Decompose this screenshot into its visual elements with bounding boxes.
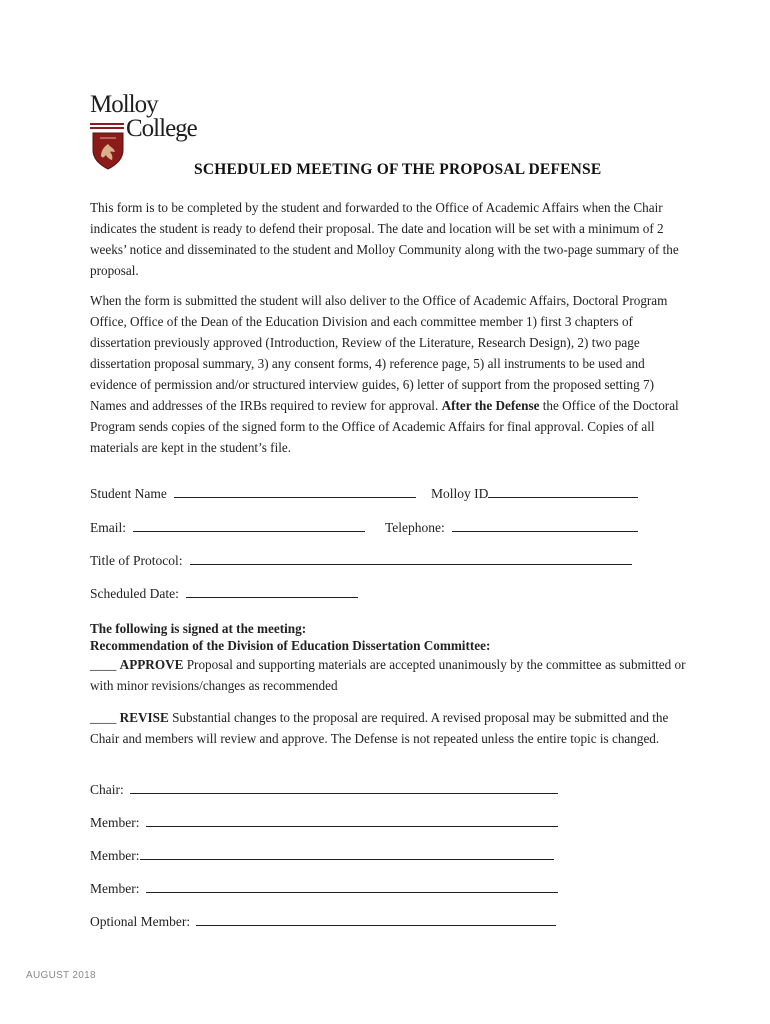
scheduled-date-field[interactable] xyxy=(90,585,358,602)
chair-label: Chair: xyxy=(90,782,124,797)
scheduled-date-label: Scheduled Date: xyxy=(90,586,179,601)
email-label: Email: xyxy=(90,520,126,535)
approve-label: APPROVE xyxy=(119,657,184,672)
approve-text: Proposal and supporting materials are accepted unanimously by the committee as submitted or with minor revisions/changes as recommended xyxy=(90,657,686,693)
logo-rules xyxy=(90,123,124,131)
member-2-signature-line[interactable] xyxy=(140,847,554,860)
member-3-signature-line[interactable] xyxy=(146,880,558,893)
revise-text: Substantial changes to the proposal are required. A revised proposal may be submitted and the Chair and members will review and approve. The Defense is not repeated unless the entire topic is changed. xyxy=(90,710,669,746)
shield-icon xyxy=(92,132,124,170)
intro-paragraph: This form is to be completed by the student and forwarded to the Office of Academic Affairs when the Chair indicates the student is ready to defend their proposal. The date and location will be set with a minimum of 2 weeks’ notice and disseminated to the student and Molloy Community along with the two-page summary of the proposal. xyxy=(90,200,679,278)
member-3-signature-field[interactable] xyxy=(90,880,558,897)
logo-text-molloy: Molloy xyxy=(90,91,158,118)
molloy-id-line[interactable] xyxy=(488,485,638,498)
title-of-protocol-line[interactable] xyxy=(190,552,632,565)
member-3-label: Member: xyxy=(90,881,140,896)
molloy-college-logo xyxy=(90,92,200,182)
logo-text-college: College xyxy=(126,115,197,142)
member-1-signature-field[interactable] xyxy=(90,814,558,831)
optional-member-label: Optional Member: xyxy=(90,914,191,929)
optional-member-signature-field[interactable] xyxy=(90,913,556,930)
email-field[interactable] xyxy=(90,519,365,536)
chair-signature-line[interactable] xyxy=(130,781,558,794)
after-defense-label: After the Defense xyxy=(441,398,540,413)
footer-date: AUGUST 2018 xyxy=(26,970,96,981)
molloy-id-label: Molloy ID xyxy=(431,486,489,501)
student-name-field[interactable] xyxy=(90,485,416,502)
student-name-label: Student Name xyxy=(90,486,167,501)
member-1-label: Member: xyxy=(90,815,140,830)
optional-member-signature-line[interactable] xyxy=(196,913,556,926)
member-1-signature-line[interactable] xyxy=(146,814,558,827)
telephone-field[interactable] xyxy=(385,519,638,536)
page-title: SCHEDULED MEETING OF THE PROPOSAL DEFENSE xyxy=(194,161,602,178)
member-2-label: Member: xyxy=(90,848,140,863)
recommendation-heading: Recommendation of the Division of Education Dissertation Committee: xyxy=(90,638,491,653)
revise-label: REVISE xyxy=(119,710,169,725)
telephone-label: Telephone: xyxy=(385,520,445,535)
member-2-signature-field[interactable] xyxy=(90,847,554,864)
email-line[interactable] xyxy=(133,519,365,532)
delivery-text-before: When the form is submitted the student will also deliver to the Office of Academic Affairs, Doctoral Program Office, Office of the Dean of the Education Division and each committee member 1) first 3 chapters of dissertation previously approved (Introduction, Review of the Literature, Research Design), 2) two page dissertation proposal summary, 3) any consent forms, 4) reference page, 5) all instruments to be used and evidence of permission and/or structured interview guides, 6) letter of support from the proposed setting 7) Names and addresses of the IRBs required to review for approval. xyxy=(90,293,668,413)
delivery-paragraph xyxy=(90,290,682,458)
student-name-line[interactable] xyxy=(174,485,416,498)
telephone-line[interactable] xyxy=(452,519,638,532)
scheduled-date-line[interactable] xyxy=(186,585,358,598)
approve-option[interactable] xyxy=(90,654,690,696)
revise-option[interactable] xyxy=(90,707,690,749)
title-of-protocol-field[interactable] xyxy=(90,552,632,569)
molloy-id-field[interactable] xyxy=(431,485,638,502)
chair-signature-field[interactable] xyxy=(90,781,558,798)
approve-blank[interactable]: ____ xyxy=(90,657,117,672)
delivery-text-after: the Office of the Doctoral Program sends copies of the signed form to the Office of Academic Affairs for final approval. Copies of all materials are kept in the student’s file. xyxy=(90,398,679,455)
signed-at-meeting-heading: The following is signed at the meeting: xyxy=(90,621,307,636)
title-of-protocol-label: Title of Protocol: xyxy=(90,553,183,568)
revise-blank[interactable]: ____ xyxy=(90,710,117,725)
